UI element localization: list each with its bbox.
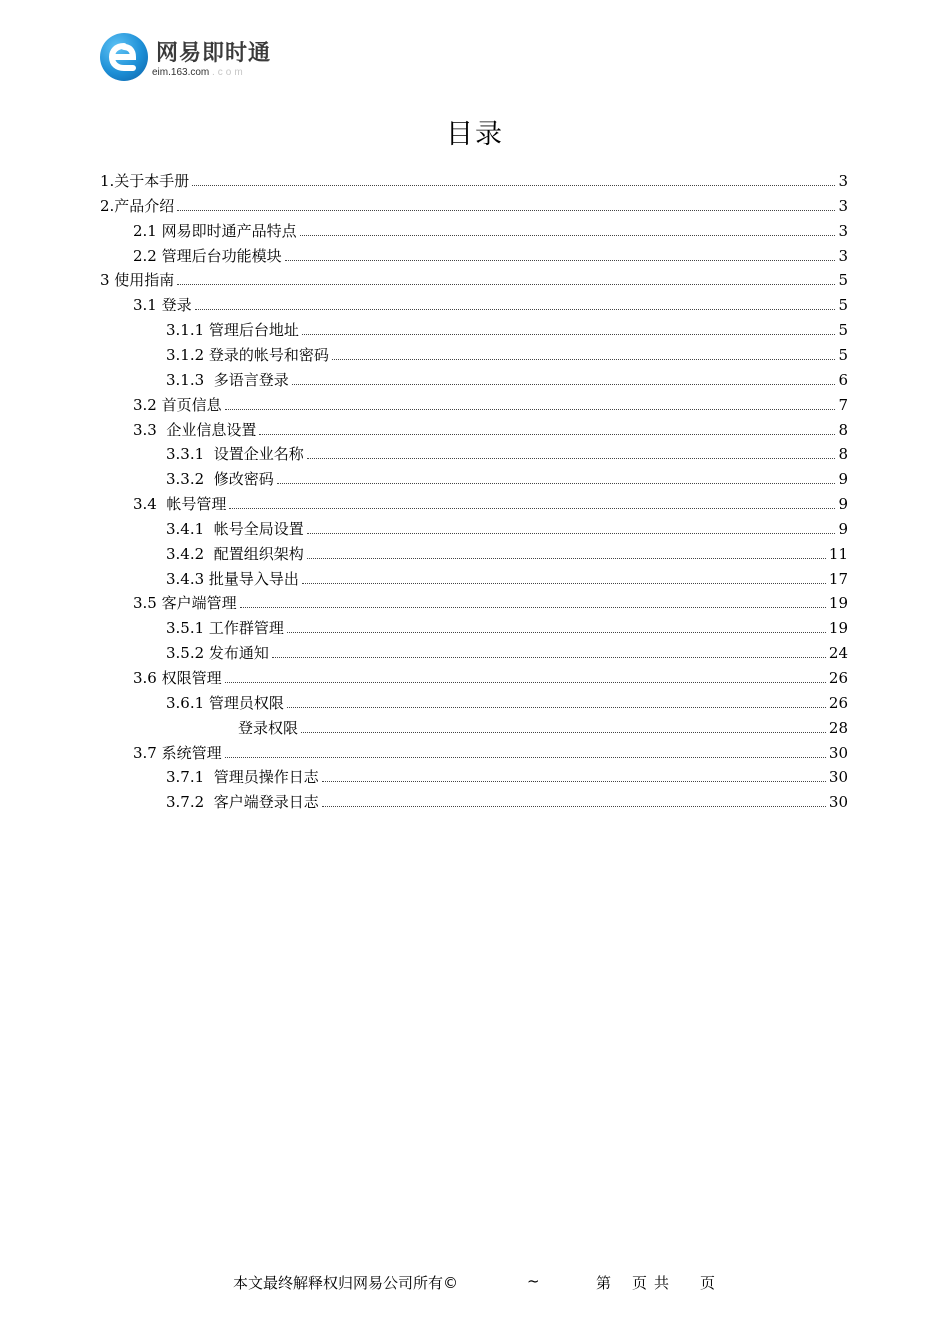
toc-entry-page: 26 <box>828 693 848 712</box>
toc-entry-label: 3.1 登录 <box>133 296 192 315</box>
toc-entry[interactable] <box>133 241 848 265</box>
toc-dot-leader <box>302 583 826 584</box>
toc-entry-label: 3.4.3 批量导入导出 <box>166 569 299 588</box>
toc-dot-leader <box>307 558 826 559</box>
logo-url <box>152 67 246 78</box>
toc-entry-label: 3.1.3 多语言登录 <box>166 370 289 389</box>
toc-dot-leader <box>259 434 835 435</box>
toc-dot-leader <box>177 210 835 211</box>
toc-entry-label: 3.1.1 管理后台地址 <box>166 321 299 340</box>
toc-entry-page: 28 <box>828 718 848 737</box>
toc-entry-page: 19 <box>828 594 848 613</box>
toc-entry-page: 8 <box>838 445 848 464</box>
logo-url-main: eim.163.com <box>152 67 210 78</box>
toc-entry-label: 2.产品介绍 <box>100 196 175 215</box>
toc-entry[interactable] <box>133 290 848 314</box>
toc-entry[interactable] <box>166 439 848 463</box>
toc-entry[interactable] <box>166 787 848 811</box>
toc-dot-leader <box>277 483 836 484</box>
logo <box>100 33 300 85</box>
toc-entry-page: 5 <box>838 345 848 364</box>
toc-entry[interactable] <box>166 539 848 563</box>
toc-entry-page: 9 <box>838 519 848 538</box>
footer-copyright: 本文最终解释权归网易公司所有© <box>233 1274 459 1292</box>
toc-entry-page: 3 <box>838 221 848 240</box>
toc-entry-page: 30 <box>828 743 848 762</box>
toc-entry-page: 9 <box>838 470 848 489</box>
toc-entry[interactable] <box>166 340 848 364</box>
toc-entry-page: 5 <box>838 271 848 290</box>
toc-entry-page: 24 <box>828 644 848 663</box>
toc-entry[interactable] <box>133 415 848 439</box>
toc-entry[interactable] <box>166 514 848 538</box>
toc-entry-page: 7 <box>838 395 848 414</box>
toc-dot-leader <box>322 781 826 782</box>
toc-entry-page: 11 <box>828 544 848 563</box>
logo-url-faint: .com <box>212 67 246 78</box>
toc-dot-leader <box>307 533 836 534</box>
toc-entry-label: 3.1.2 登录的帐号和密码 <box>166 345 329 364</box>
toc-dot-leader <box>332 359 836 360</box>
toc-entry[interactable] <box>166 638 848 662</box>
toc-dot-leader <box>307 458 836 459</box>
toc-dot-leader <box>272 657 826 658</box>
toc-entry-label: 3.5.1 工作群管理 <box>166 619 284 638</box>
page-title: 目录 <box>446 119 504 150</box>
toc-dot-leader <box>177 284 835 285</box>
toc-entry-page: 9 <box>838 495 848 514</box>
toc-entry[interactable] <box>133 738 848 762</box>
toc-entry-label: 3.4.1 帐号全局设置 <box>166 519 304 538</box>
toc-dot-leader <box>285 260 836 261</box>
toc-entry[interactable] <box>100 191 848 215</box>
toc-entry[interactable] <box>166 762 848 786</box>
toc-entry-label: 3.7.1 管理员操作日志 <box>166 768 319 787</box>
toc-entry-label: 3.4.2 配置组织架构 <box>166 544 304 563</box>
toc-entry-label: 3.2 首页信息 <box>133 395 222 414</box>
footer-total-prefix: 共 <box>654 1274 670 1292</box>
toc-entry-page: 30 <box>828 768 848 787</box>
footer-tilde: ~ <box>527 1272 540 1290</box>
toc-entry[interactable] <box>166 315 848 339</box>
toc-entry[interactable] <box>166 464 848 488</box>
toc-entry-label: 3.3.2 修改密码 <box>166 470 274 489</box>
toc-dot-leader <box>302 334 836 335</box>
footer-page-suffix: 页 <box>632 1274 648 1292</box>
toc-entry-page: 3 <box>838 196 848 215</box>
toc-entry-label: 3.3.1 设置企业名称 <box>166 445 304 464</box>
logo-e-icon <box>100 33 148 81</box>
toc-entry-label: 3.3 企业信息设置 <box>133 420 257 439</box>
toc-entry-page: 3 <box>838 246 848 265</box>
toc-entry[interactable] <box>133 489 848 513</box>
toc-entry-page: 19 <box>828 619 848 638</box>
footer-total-suffix: 页 <box>700 1274 716 1292</box>
toc-dot-leader <box>225 682 826 683</box>
toc-entry[interactable] <box>166 365 848 389</box>
toc-entry-label: 3.6 权限管理 <box>133 669 222 687</box>
toc-entry-label: 3.5 客户端管理 <box>133 594 237 613</box>
toc-entry-page: 17 <box>828 569 848 588</box>
toc-entry-label: 2.2 管理后台功能模块 <box>133 246 282 265</box>
toc-entry-label: 3 使用指南 <box>100 271 175 290</box>
toc-entry-label: 3.4 帐号管理 <box>133 495 227 514</box>
toc-entry-label: 1.关于本手册 <box>100 172 190 190</box>
toc-entry[interactable] <box>166 613 848 637</box>
toc-dot-leader <box>322 806 826 807</box>
footer-page-prefix: 第 <box>596 1274 612 1292</box>
toc-entry-page: 6 <box>838 370 848 389</box>
toc-entry[interactable] <box>166 688 848 712</box>
toc-dot-leader <box>287 632 826 633</box>
toc-entry-label: 3.7.2 客户端登录日志 <box>166 793 319 812</box>
toc-entry-page: 5 <box>838 296 848 315</box>
toc-entry-label: 3.5.2 发布通知 <box>166 644 269 663</box>
toc-entry-label: 3.6.1 管理员权限 <box>166 693 284 712</box>
logo-name: 网易即时通 <box>156 41 272 66</box>
toc-entry-page: 30 <box>828 793 848 812</box>
toc-dot-leader <box>229 508 835 509</box>
toc-entry[interactable] <box>238 713 848 737</box>
toc-entry-page: 3 <box>838 172 848 190</box>
toc-dot-leader <box>225 409 836 410</box>
toc-dot-leader <box>240 607 826 608</box>
toc-entry[interactable] <box>133 663 848 687</box>
toc-entry-page: 5 <box>838 321 848 340</box>
toc-entry-label: 2.1 网易即时通产品特点 <box>133 221 297 240</box>
toc-entry[interactable] <box>133 588 848 612</box>
toc-entry[interactable] <box>166 564 848 588</box>
toc-dot-leader <box>195 309 836 310</box>
toc-entry-page: 26 <box>828 669 848 687</box>
toc-dot-leader <box>192 185 835 186</box>
toc-entry[interactable] <box>133 216 848 240</box>
toc-entry[interactable] <box>100 166 848 190</box>
toc-dot-leader <box>287 707 826 708</box>
toc-entry-label: 3.7 系统管理 <box>133 743 222 762</box>
toc-dot-leader <box>292 384 836 385</box>
toc-entry-page: 8 <box>838 420 848 439</box>
toc-entry[interactable] <box>100 265 848 289</box>
toc-dot-leader <box>300 235 836 236</box>
toc-entry[interactable] <box>133 390 848 414</box>
toc-dot-leader <box>301 732 826 733</box>
toc-dot-leader <box>225 757 826 758</box>
toc-entry-label: 登录权限 <box>238 718 299 737</box>
